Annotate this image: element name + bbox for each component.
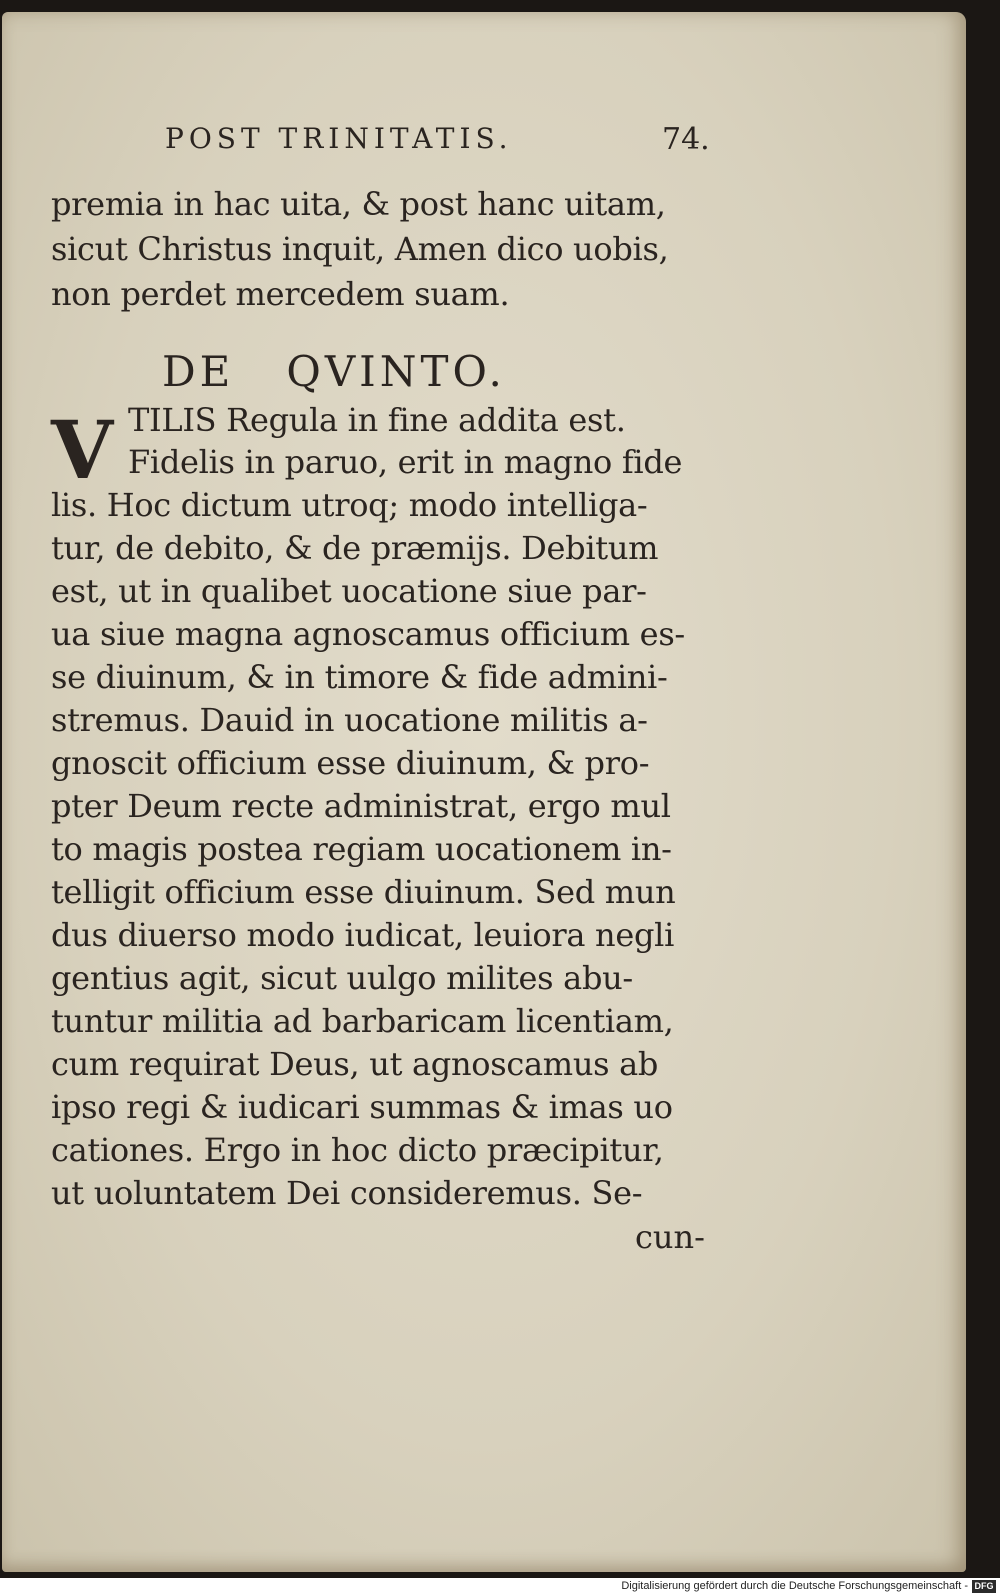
dfg-logo-icon: DFG: [972, 1580, 996, 1593]
page-number: 74.: [662, 122, 710, 157]
text-line: lis. Hoc dictum utroq; modo intelliga-: [51, 486, 648, 524]
text-line: tuntur militia ad barbaricam licentiam,: [51, 1002, 674, 1040]
book-page: [2, 12, 966, 1572]
text-line: pter Deum recte administrat, ergo mul: [51, 787, 671, 825]
text-line: tur, de debito, & de præmijs. Debitum: [51, 529, 659, 567]
text-line: premia in hac uita, & post hanc uitam,: [51, 185, 666, 223]
page-text: [2, 12, 966, 1572]
digitization-credit: Digitalisierung gefördert durch die Deutsche Forschungsgemeinschaft -: [621, 1580, 968, 1592]
text-line: cationes. Ergo in hoc dicto præcipitur,: [51, 1131, 664, 1169]
text-line: stremus. Dauid in uocatione militis a-: [51, 701, 648, 739]
text-line: cum requirat Deus, ut agnoscamus ab: [51, 1045, 659, 1083]
text-line: telligit officium esse diuinum. Sed mun: [51, 873, 676, 911]
text-line: to magis postea regiam uocationem in-: [51, 830, 672, 868]
text-line: gentius agit, sicut uulgo milites abu-: [51, 959, 633, 997]
text-line: gnoscit officium esse diuinum, & pro-: [51, 744, 650, 782]
text-line: Fidelis in paruo, erit in magno fide: [128, 443, 683, 481]
running-head: POST TRINITATIS.: [165, 122, 513, 155]
text-line: TILIS Regula in fine addita est.: [128, 401, 626, 439]
section-heading: DE QVINTO.: [162, 347, 506, 396]
text-line: est, ut in qualibet uocatione siue par-: [51, 572, 647, 610]
text-line: dus diuerso modo iudicat, leuiora negli: [51, 916, 675, 954]
text-line: se diuinum, & in timore & fide admini-: [51, 658, 668, 696]
drop-cap: V: [51, 403, 114, 497]
text-line: ut uoluntatem Dei consideremus. Se-: [51, 1174, 643, 1212]
text-line: sicut Christus inquit, Amen dico uobis,: [51, 230, 669, 268]
text-line: ua siue magna agnoscamus officium es-: [51, 615, 685, 653]
text-line: ipso regi & iudicari summas & imas uo: [51, 1088, 673, 1126]
text-line: non perdet mercedem suam.: [51, 275, 510, 313]
catchword: cun-: [635, 1218, 705, 1256]
